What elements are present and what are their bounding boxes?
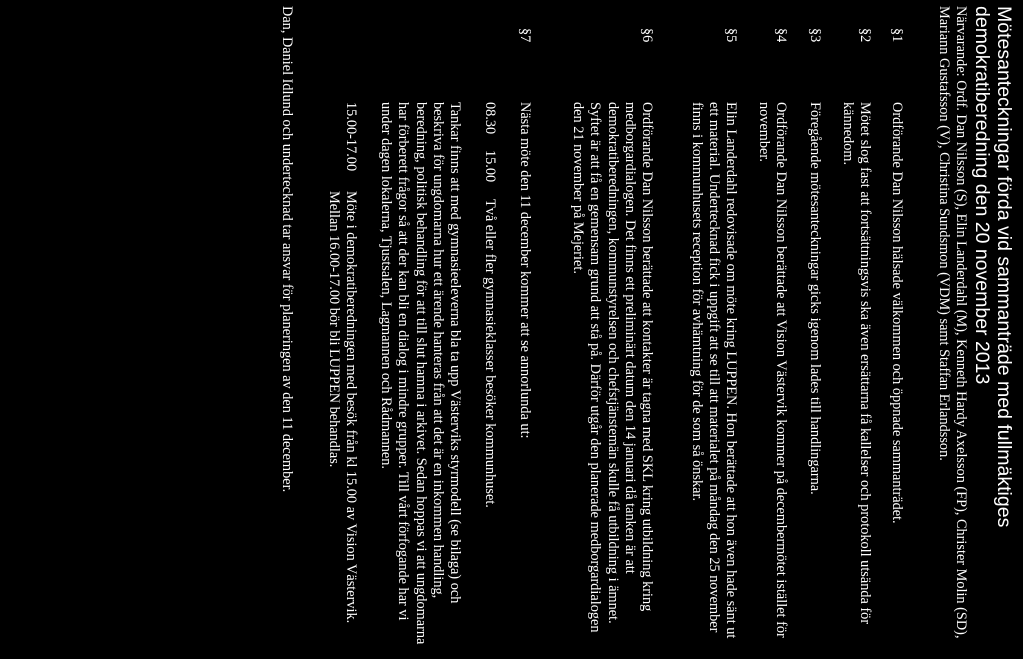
- section-text: Elin Landerdahl redovisade om möte kring LUPPEN. Hon berättade att hon även hade sänt ut ett material. Undertecknad fick i uppgift att se till att materialet på måndag den 25 november finns i kommunhusets reception för avhämtning för de som så önskar.: [688, 102, 739, 639]
- attendees-paragraph: Närvarande: Ordf. Dan Nilsson (S), Elin Landerdahl (M), Kenneth Hardy Axelsson (FP), Christer Molin (SD), Mariann Gustafsson (V), Christina Sundsmon (VDM) samt Staffan Erlandsson.: [935, 6, 969, 639]
- schedule-time: 15.00-17.00: [343, 102, 359, 172]
- schedule-end-time: 15.00: [482, 150, 498, 183]
- section-number: §3: [807, 28, 823, 43]
- section-text: Ordförande Dan Nilsson berättade att kontakter är tagna med SKL kring utbildning kring medborgardialogen. Det finns ett preliminärt datum den 14 januari då tanken är att demokratiberedningen, kommunstyrelsen och chefstjänstemän skulle få utbildning i ämnet. Syftet är att få en gemensam grund att stå på. Därför utgår den planerade medborgardialogen den 21 november på Mejeriet.: [570, 102, 655, 633]
- section-text: Nästa möte den 11 december kommer att se annorlunda ut:: [517, 102, 533, 439]
- section-number: §6: [639, 28, 655, 43]
- schedule-item-text: Möte i demokratiberedningen med besök från kl 15.00 av Vision Västervik. Mellan 16.00-17.00 bör bli LUPPEN behandlas.: [325, 191, 359, 624]
- schedule-start-time: 08.30: [482, 102, 498, 135]
- closing-paragraph: Dan, Daniel Idlund och undertecknad tar ansvar för planeringen av den 11 december.: [279, 6, 295, 493]
- section-number: §4: [773, 28, 789, 43]
- plan-paragraph: Tankar finns att med gymnasieeleverna bla ta upp Västerviks styrmodell (se bilaga) och beskriva för ungdomarna hur ett ärende hanteras från att det är en inkommen handling, beredning, politisk behandling för att till slut hamna i arkivet. Sedan hoppas vi att ungdomarna har förberett frågor så att der kan bli en dialog i mindre grupper. Till vårt förfogande har vi under dagen lokalerna, Tjustsalen, Lagmannen och Rådmannen.: [378, 102, 463, 645]
- section-text: Mötet slog fast att fortsättningsvis ska även ersättarna få kallelser och protokoll utsända för kännedom.: [839, 102, 873, 625]
- section-number: §1: [889, 28, 905, 43]
- section-number: §2: [857, 28, 873, 43]
- section-text: Ordförande Dan Nilsson hälsade välkommen och öppnade sammanträdet.: [889, 102, 905, 524]
- section-text: Ordförande Dan Nilsson berättade att Vision Västervik kommer på decembermötet istället för november.: [755, 102, 789, 638]
- section-text: Föregående mötesanteckningar gicks igenom lades till handlingarna.: [807, 102, 823, 495]
- section-number: §7: [517, 28, 533, 43]
- document-title: Mötesanteckningar förda vid sammanträde med fullmäktiges demokratiberedning den 20 november 2013: [971, 6, 1015, 528]
- section-number: §5: [723, 28, 739, 43]
- schedule-item-text: Två eller fler gymnasieklasser besöker kommunhuset.: [482, 199, 498, 508]
